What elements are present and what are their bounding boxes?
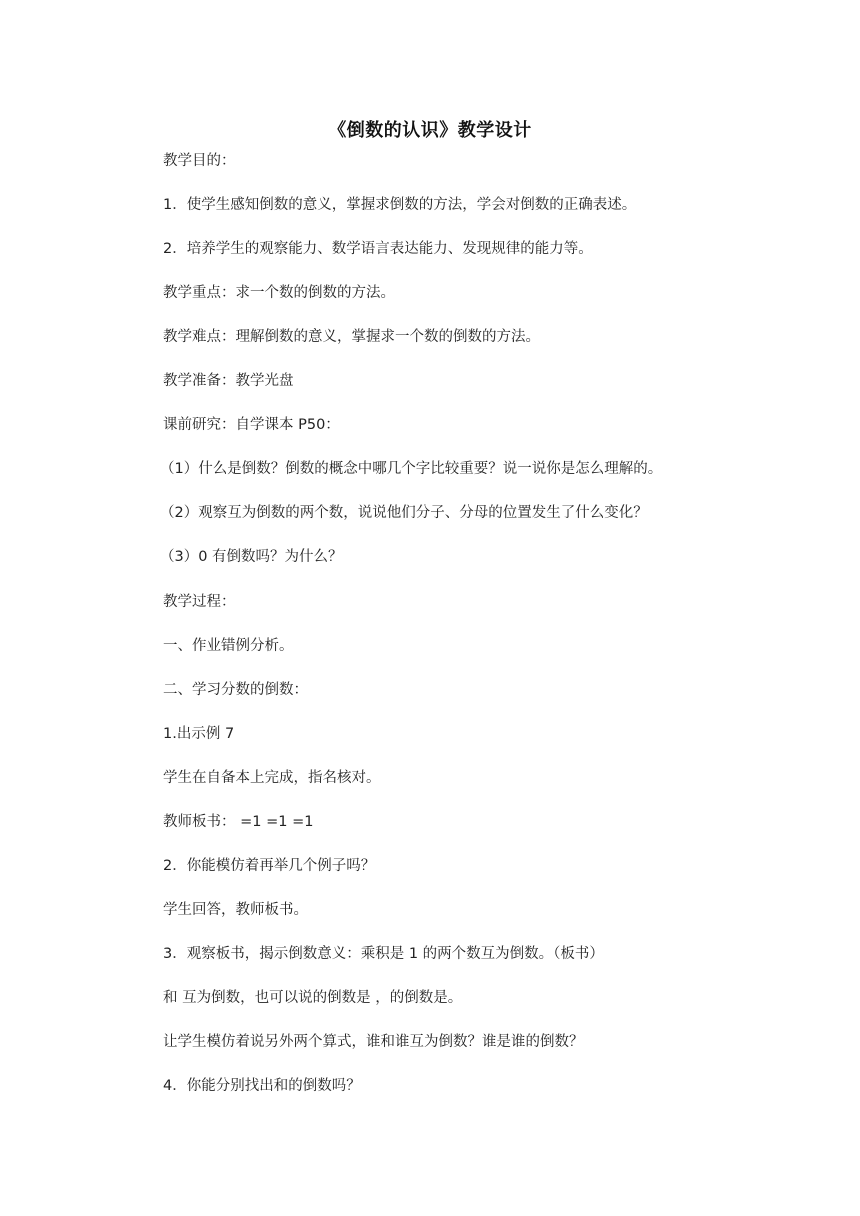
document-title: 《倒数的认识》教学设计	[328, 120, 532, 141]
paragraph-section-2: 二、学习分数的倒数：	[163, 682, 308, 698]
paragraph-student-task: 学生在自备本上完成，指名核对。	[163, 770, 381, 786]
paragraph-question-1: （1）什么是倒数？倒数的概念中哪几个字比较重要？说一说你是怎么理解的。	[160, 461, 663, 477]
paragraph-section-1: 一、作业错例分析。	[163, 638, 294, 654]
paragraph-step-3: 3．观察板书，揭示倒数意义：乘积是 1 的两个数互为倒数。（板书）	[163, 946, 604, 962]
paragraph-step-4: 4．你能分别找出和的倒数吗？	[163, 1078, 361, 1094]
paragraph-question-3: （3）0 有倒数吗？为什么？	[160, 549, 343, 565]
paragraph-objective-1: 1．使学生感知倒数的意义，掌握求倒数的方法，学会对倒数的正确表述。	[163, 197, 637, 213]
paragraph-imitation: 让学生模仿着说另外两个算式，谁和谁互为倒数？谁是谁的倒数？	[163, 1034, 584, 1050]
paragraph-board-writing: 教师板书： =1 =1 =1	[163, 814, 314, 830]
paragraph-objectives-heading: 教学目的：	[163, 153, 236, 169]
paragraph-difficulty: 教学难点：理解倒数的意义，掌握求一个数的倒数的方法。	[163, 329, 540, 345]
paragraph-key-point: 教学重点：求一个数的倒数的方法。	[163, 285, 395, 301]
paragraph-step-1: 1.出示例 7	[163, 726, 235, 742]
paragraph-pre-study: 课前研究：自学课本 P50：	[163, 417, 340, 433]
paragraph-preparation: 教学准备：教学光盘	[163, 373, 294, 389]
paragraph-objective-2: 2．培养学生的观察能力、数学语言表达能力、发现规律的能力等。	[163, 241, 593, 257]
paragraph-process-heading: 教学过程：	[163, 594, 236, 610]
paragraph-step-2: 2．你能模仿着再举几个例子吗？	[163, 858, 376, 874]
paragraph-student-answer: 学生回答，教师板书。	[163, 902, 308, 918]
paragraph-reciprocal-statement: 和 互为倒数，也可以说的倒数是 ，的倒数是。	[163, 990, 463, 1006]
paragraph-question-2: （2）观察互为倒数的两个数，说说他们分子、分母的位置发生了什么变化？	[160, 505, 648, 521]
